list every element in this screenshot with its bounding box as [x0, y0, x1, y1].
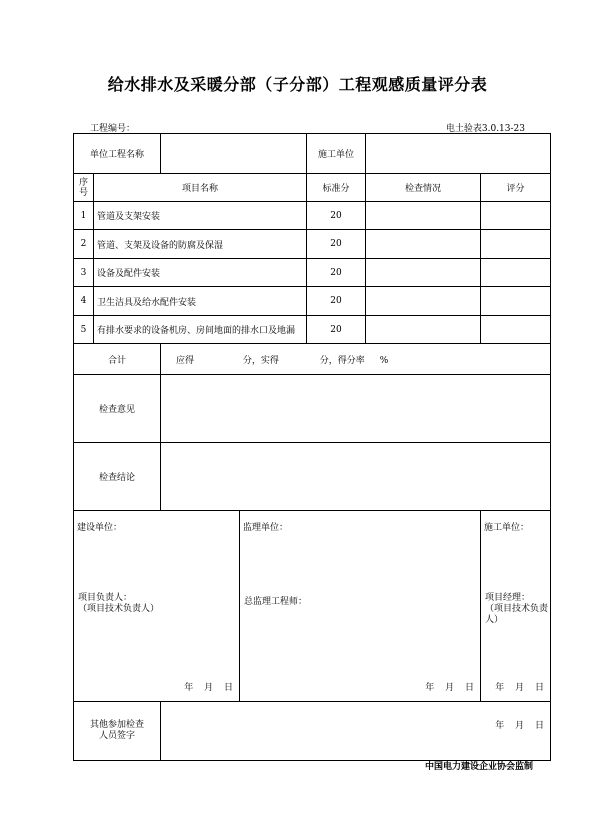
unit-project-value[interactable]	[161, 134, 307, 174]
contractor-date: 年 月 日	[495, 683, 545, 693]
summary-actual: 分，实得	[242, 355, 279, 366]
row-seq: 5	[74, 316, 94, 344]
column-item: 项目名称	[94, 174, 307, 202]
supervisor-date: 年 月 日	[425, 683, 475, 693]
row-item: 设备及配件安装	[94, 259, 307, 287]
project-no-label: 工程编号：	[90, 124, 136, 134]
table-row	[74, 202, 551, 230]
row-item: 管道、支架及设备的防腐及保湿	[94, 230, 307, 259]
signature-row	[74, 511, 551, 702]
others-field[interactable]	[161, 702, 551, 761]
header-row	[74, 134, 551, 174]
row-item: 有排水要求的设备机房、房间地面的排水口及地漏	[94, 316, 307, 344]
row-seq: 4	[74, 287, 94, 316]
row-seq: 1	[74, 202, 94, 230]
contractor-person-label: 项目经理：	[485, 593, 531, 603]
construction-unit-value[interactable]	[366, 134, 551, 174]
owner-date: 年 月 日	[184, 683, 234, 693]
row-check[interactable]	[366, 316, 481, 344]
supervisor-person	[244, 597, 307, 608]
footer-supervised-by: 中国电力建设企业协会监制	[424, 762, 533, 772]
summary-row	[74, 344, 551, 375]
row-check[interactable]	[366, 287, 481, 316]
summary-should: 应得	[176, 355, 195, 366]
contractor-unit-label: 施工单位：	[484, 523, 530, 533]
construction-unit-label: 施工单位	[307, 134, 366, 174]
row-score[interactable]	[481, 316, 551, 344]
row-item: 管道及支架安装	[94, 202, 307, 230]
contractor-person	[485, 593, 550, 626]
form-code: 电土验表3.0.13-23	[445, 124, 525, 134]
row-standard: 20	[307, 287, 366, 316]
column-score: 评分	[481, 174, 551, 202]
conclusion-row	[74, 443, 551, 511]
row-seq: 2	[74, 230, 94, 259]
summary-value	[161, 344, 551, 375]
column-standard: 标准分	[307, 174, 366, 202]
opinion-field[interactable]	[161, 375, 551, 443]
summary-rate: 分，得分率	[319, 355, 365, 366]
opinion-row	[74, 375, 551, 443]
others-row	[74, 702, 551, 761]
table-row	[74, 230, 551, 259]
row-check[interactable]	[366, 230, 481, 259]
summary-percent: %	[379, 355, 389, 366]
conclusion-field[interactable]	[161, 443, 551, 511]
row-standard: 20	[307, 202, 366, 230]
signature-supervisor[interactable]	[240, 511, 481, 702]
row-check[interactable]	[366, 259, 481, 287]
supervisor-unit-label: 监理单位：	[243, 523, 289, 533]
row-standard: 20	[307, 316, 366, 344]
column-check: 检查情况	[366, 174, 481, 202]
row-check[interactable]	[366, 202, 481, 230]
summary-label: 合计	[74, 344, 161, 375]
row-score[interactable]	[481, 230, 551, 259]
owner-person	[78, 593, 159, 615]
owner-person-note: （项目技术负责人）	[78, 604, 160, 614]
opinion-label: 检查意见	[74, 375, 161, 443]
others-label-line1: 其他参加检查	[90, 720, 145, 730]
page-title: 给水排水及采暖分部（子分部）工程观感质量评分表	[107, 75, 488, 94]
table-row	[74, 259, 551, 287]
supervisor-person-label: 总监理工程师：	[244, 597, 308, 607]
row-item: 卫生洁具及给水配件安装	[94, 287, 307, 316]
others-date: 年 月 日	[495, 721, 545, 731]
column-seq	[74, 174, 94, 202]
row-standard: 20	[307, 230, 366, 259]
column-header-row	[74, 174, 551, 202]
others-label	[74, 702, 161, 761]
contractor-person-note: （项目技术负责人）	[485, 604, 549, 625]
owner-unit-label: 建设单位：	[77, 523, 123, 533]
unit-project-label: 单位工程名称	[74, 134, 161, 174]
signature-contractor[interactable]	[481, 511, 551, 702]
row-seq: 3	[74, 259, 94, 287]
row-score[interactable]	[481, 259, 551, 287]
row-score[interactable]	[481, 202, 551, 230]
table-row	[74, 316, 551, 344]
column-seq-label: 序号	[78, 177, 88, 198]
signature-owner[interactable]	[74, 511, 240, 702]
others-label-line2: 人员签字	[99, 731, 136, 741]
table-row	[74, 287, 551, 316]
conclusion-label: 检查结论	[74, 443, 161, 511]
owner-person-label: 项目负责人：	[78, 593, 133, 603]
evaluation-table	[73, 133, 551, 761]
row-score[interactable]	[481, 287, 551, 316]
row-standard: 20	[307, 259, 366, 287]
